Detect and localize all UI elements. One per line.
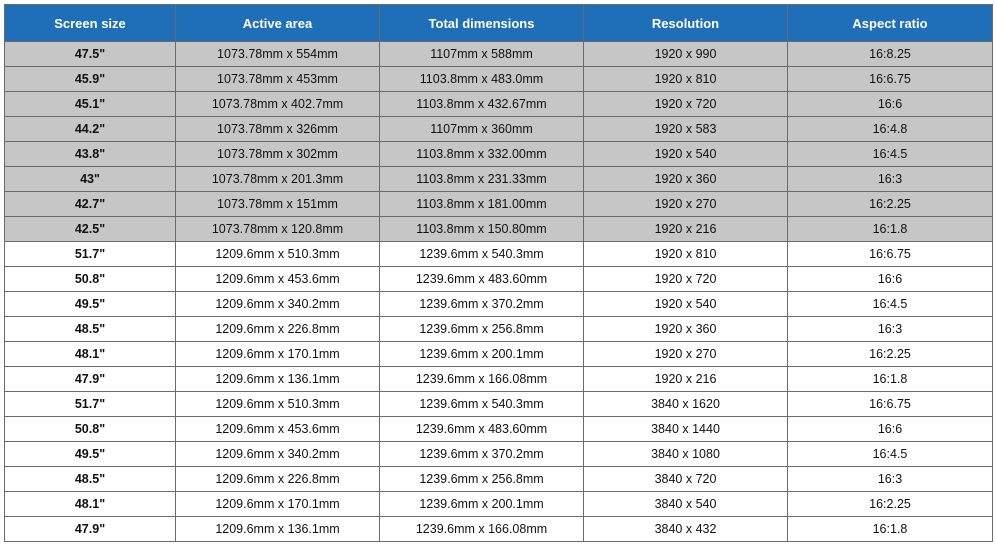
total-dimensions-cell: 1239.6mm x 200.1mm (380, 342, 584, 367)
active-area-cell: 1073.78mm x 402.7mm (176, 92, 380, 117)
resolution-cell: 3840 x 1080 (584, 442, 788, 467)
total-dimensions-cell: 1103.8mm x 432.67mm (380, 92, 584, 117)
table-row (5, 442, 993, 467)
resolution-cell: 1920 x 810 (584, 242, 788, 267)
total-dimensions-cell: 1239.6mm x 166.08mm (380, 367, 584, 392)
table-row (5, 117, 993, 142)
resolution-cell: 1920 x 270 (584, 192, 788, 217)
resolution-cell: 1920 x 540 (584, 292, 788, 317)
resolution-cell: 1920 x 583 (584, 117, 788, 142)
table-row (5, 42, 993, 67)
active-area-cell: 1209.6mm x 136.1mm (176, 367, 380, 392)
total-dimensions-cell: 1107mm x 588mm (380, 42, 584, 67)
total-dimensions-cell: 1239.6mm x 483.60mm (380, 267, 584, 292)
total-dimensions-cell: 1103.8mm x 332.00mm (380, 142, 584, 167)
active-area-cell: 1073.78mm x 151mm (176, 192, 380, 217)
active-area-cell: 1209.6mm x 510.3mm (176, 392, 380, 417)
aspect-ratio-cell: 16:3 (788, 467, 993, 492)
aspect-ratio-cell: 16:1.8 (788, 367, 993, 392)
active-area-cell: 1073.78mm x 302mm (176, 142, 380, 167)
screen-size-cell: 48.5" (5, 317, 176, 342)
table-row (5, 192, 993, 217)
screen-size-cell: 51.7" (5, 392, 176, 417)
screen-size-cell: 51.7" (5, 242, 176, 267)
table-row (5, 92, 993, 117)
active-area-cell: 1209.6mm x 170.1mm (176, 342, 380, 367)
total-dimensions-cell: 1107mm x 360mm (380, 117, 584, 142)
active-area-cell: 1209.6mm x 453.6mm (176, 267, 380, 292)
resolution-cell: 1920 x 360 (584, 167, 788, 192)
active-area-cell: 1209.6mm x 170.1mm (176, 492, 380, 517)
total-dimensions-cell: 1239.6mm x 483.60mm (380, 417, 584, 442)
active-area-cell: 1073.78mm x 120.8mm (176, 217, 380, 242)
total-dimensions-cell: 1103.8mm x 483.0mm (380, 67, 584, 92)
total-dimensions-cell: 1239.6mm x 540.3mm (380, 242, 584, 267)
table-row (5, 167, 993, 192)
aspect-ratio-cell: 16:4.5 (788, 142, 993, 167)
total-dimensions-cell: 1239.6mm x 166.08mm (380, 517, 584, 542)
screen-size-cell: 49.5" (5, 442, 176, 467)
resolution-cell: 3840 x 432 (584, 517, 788, 542)
table-row (5, 217, 993, 242)
table-row (5, 292, 993, 317)
table-row (5, 492, 993, 517)
table-row (5, 417, 993, 442)
screen-size-cell: 48.1" (5, 342, 176, 367)
aspect-ratio-cell: 16:2.25 (788, 342, 993, 367)
table-row (5, 342, 993, 367)
table-row (5, 517, 993, 542)
resolution-cell: 3840 x 1440 (584, 417, 788, 442)
screen-size-cell: 48.5" (5, 467, 176, 492)
screen-size-cell: 47.5" (5, 42, 176, 67)
total-dimensions-cell: 1239.6mm x 256.8mm (380, 317, 584, 342)
screen-size-cell: 45.1" (5, 92, 176, 117)
resolution-cell: 3840 x 540 (584, 492, 788, 517)
resolution-cell: 3840 x 720 (584, 467, 788, 492)
resolution-cell: 1920 x 216 (584, 217, 788, 242)
resolution-cell: 1920 x 216 (584, 367, 788, 392)
table-row (5, 142, 993, 167)
aspect-ratio-cell: 16:3 (788, 317, 993, 342)
resolution-cell: 1920 x 720 (584, 92, 788, 117)
table-row (5, 267, 993, 292)
active-area-cell: 1073.78mm x 201.3mm (176, 167, 380, 192)
resolution-cell: 1920 x 360 (584, 317, 788, 342)
total-dimensions-cell: 1239.6mm x 540.3mm (380, 392, 584, 417)
table-row (5, 392, 993, 417)
aspect-ratio-cell: 16:8.25 (788, 42, 993, 67)
screen-size-cell: 50.8" (5, 417, 176, 442)
active-area-cell: 1073.78mm x 326mm (176, 117, 380, 142)
total-dimensions-cell: 1103.8mm x 231.33mm (380, 167, 584, 192)
screen-spec-table (4, 4, 993, 542)
total-dimensions-cell: 1239.6mm x 370.2mm (380, 292, 584, 317)
active-area-cell: 1209.6mm x 136.1mm (176, 517, 380, 542)
active-area-cell: 1209.6mm x 340.2mm (176, 292, 380, 317)
column-header-total-dimensions: Total dimensions (380, 5, 584, 42)
aspect-ratio-cell: 16:4.5 (788, 292, 993, 317)
resolution-cell: 1920 x 720 (584, 267, 788, 292)
resolution-cell: 3840 x 1620 (584, 392, 788, 417)
screen-size-cell: 47.9" (5, 517, 176, 542)
aspect-ratio-cell: 16:2.25 (788, 492, 993, 517)
resolution-cell: 1920 x 540 (584, 142, 788, 167)
table-row (5, 242, 993, 267)
aspect-ratio-cell: 16:4.5 (788, 442, 993, 467)
aspect-ratio-cell: 16:6.75 (788, 242, 993, 267)
screen-size-cell: 49.5" (5, 292, 176, 317)
active-area-cell: 1209.6mm x 510.3mm (176, 242, 380, 267)
aspect-ratio-cell: 16:3 (788, 167, 993, 192)
screen-size-cell: 42.7" (5, 192, 176, 217)
table-body (5, 42, 993, 542)
aspect-ratio-cell: 16:2.25 (788, 192, 993, 217)
table-row (5, 467, 993, 492)
column-header-active-area: Active area (176, 5, 380, 42)
aspect-ratio-cell: 16:1.8 (788, 217, 993, 242)
header-row (5, 5, 993, 42)
active-area-cell: 1209.6mm x 226.8mm (176, 467, 380, 492)
screen-size-cell: 44.2" (5, 117, 176, 142)
total-dimensions-cell: 1103.8mm x 150.80mm (380, 217, 584, 242)
total-dimensions-cell: 1103.8mm x 181.00mm (380, 192, 584, 217)
active-area-cell: 1209.6mm x 226.8mm (176, 317, 380, 342)
table-row (5, 67, 993, 92)
screen-size-cell: 50.8" (5, 267, 176, 292)
aspect-ratio-cell: 16:6.75 (788, 67, 993, 92)
aspect-ratio-cell: 16:6 (788, 417, 993, 442)
aspect-ratio-cell: 16:6 (788, 92, 993, 117)
screen-size-cell: 47.9" (5, 367, 176, 392)
screen-size-cell: 42.5" (5, 217, 176, 242)
aspect-ratio-cell: 16:4.8 (788, 117, 993, 142)
column-header-aspect-ratio: Aspect ratio (788, 5, 993, 42)
total-dimensions-cell: 1239.6mm x 200.1mm (380, 492, 584, 517)
resolution-cell: 1920 x 270 (584, 342, 788, 367)
screen-size-cell: 45.9" (5, 67, 176, 92)
active-area-cell: 1073.78mm x 554mm (176, 42, 380, 67)
active-area-cell: 1209.6mm x 340.2mm (176, 442, 380, 467)
total-dimensions-cell: 1239.6mm x 256.8mm (380, 467, 584, 492)
column-header-resolution: Resolution (584, 5, 788, 42)
aspect-ratio-cell: 16:1.8 (788, 517, 993, 542)
active-area-cell: 1073.78mm x 453mm (176, 67, 380, 92)
active-area-cell: 1209.6mm x 453.6mm (176, 417, 380, 442)
screen-size-cell: 43.8" (5, 142, 176, 167)
resolution-cell: 1920 x 990 (584, 42, 788, 67)
aspect-ratio-cell: 16:6.75 (788, 392, 993, 417)
screen-size-cell: 48.1" (5, 492, 176, 517)
column-header-screen-size: Screen size (5, 5, 176, 42)
table-header (5, 5, 993, 42)
total-dimensions-cell: 1239.6mm x 370.2mm (380, 442, 584, 467)
resolution-cell: 1920 x 810 (584, 67, 788, 92)
table-row (5, 317, 993, 342)
aspect-ratio-cell: 16:6 (788, 267, 993, 292)
table-row (5, 367, 993, 392)
screen-size-cell: 43" (5, 167, 176, 192)
